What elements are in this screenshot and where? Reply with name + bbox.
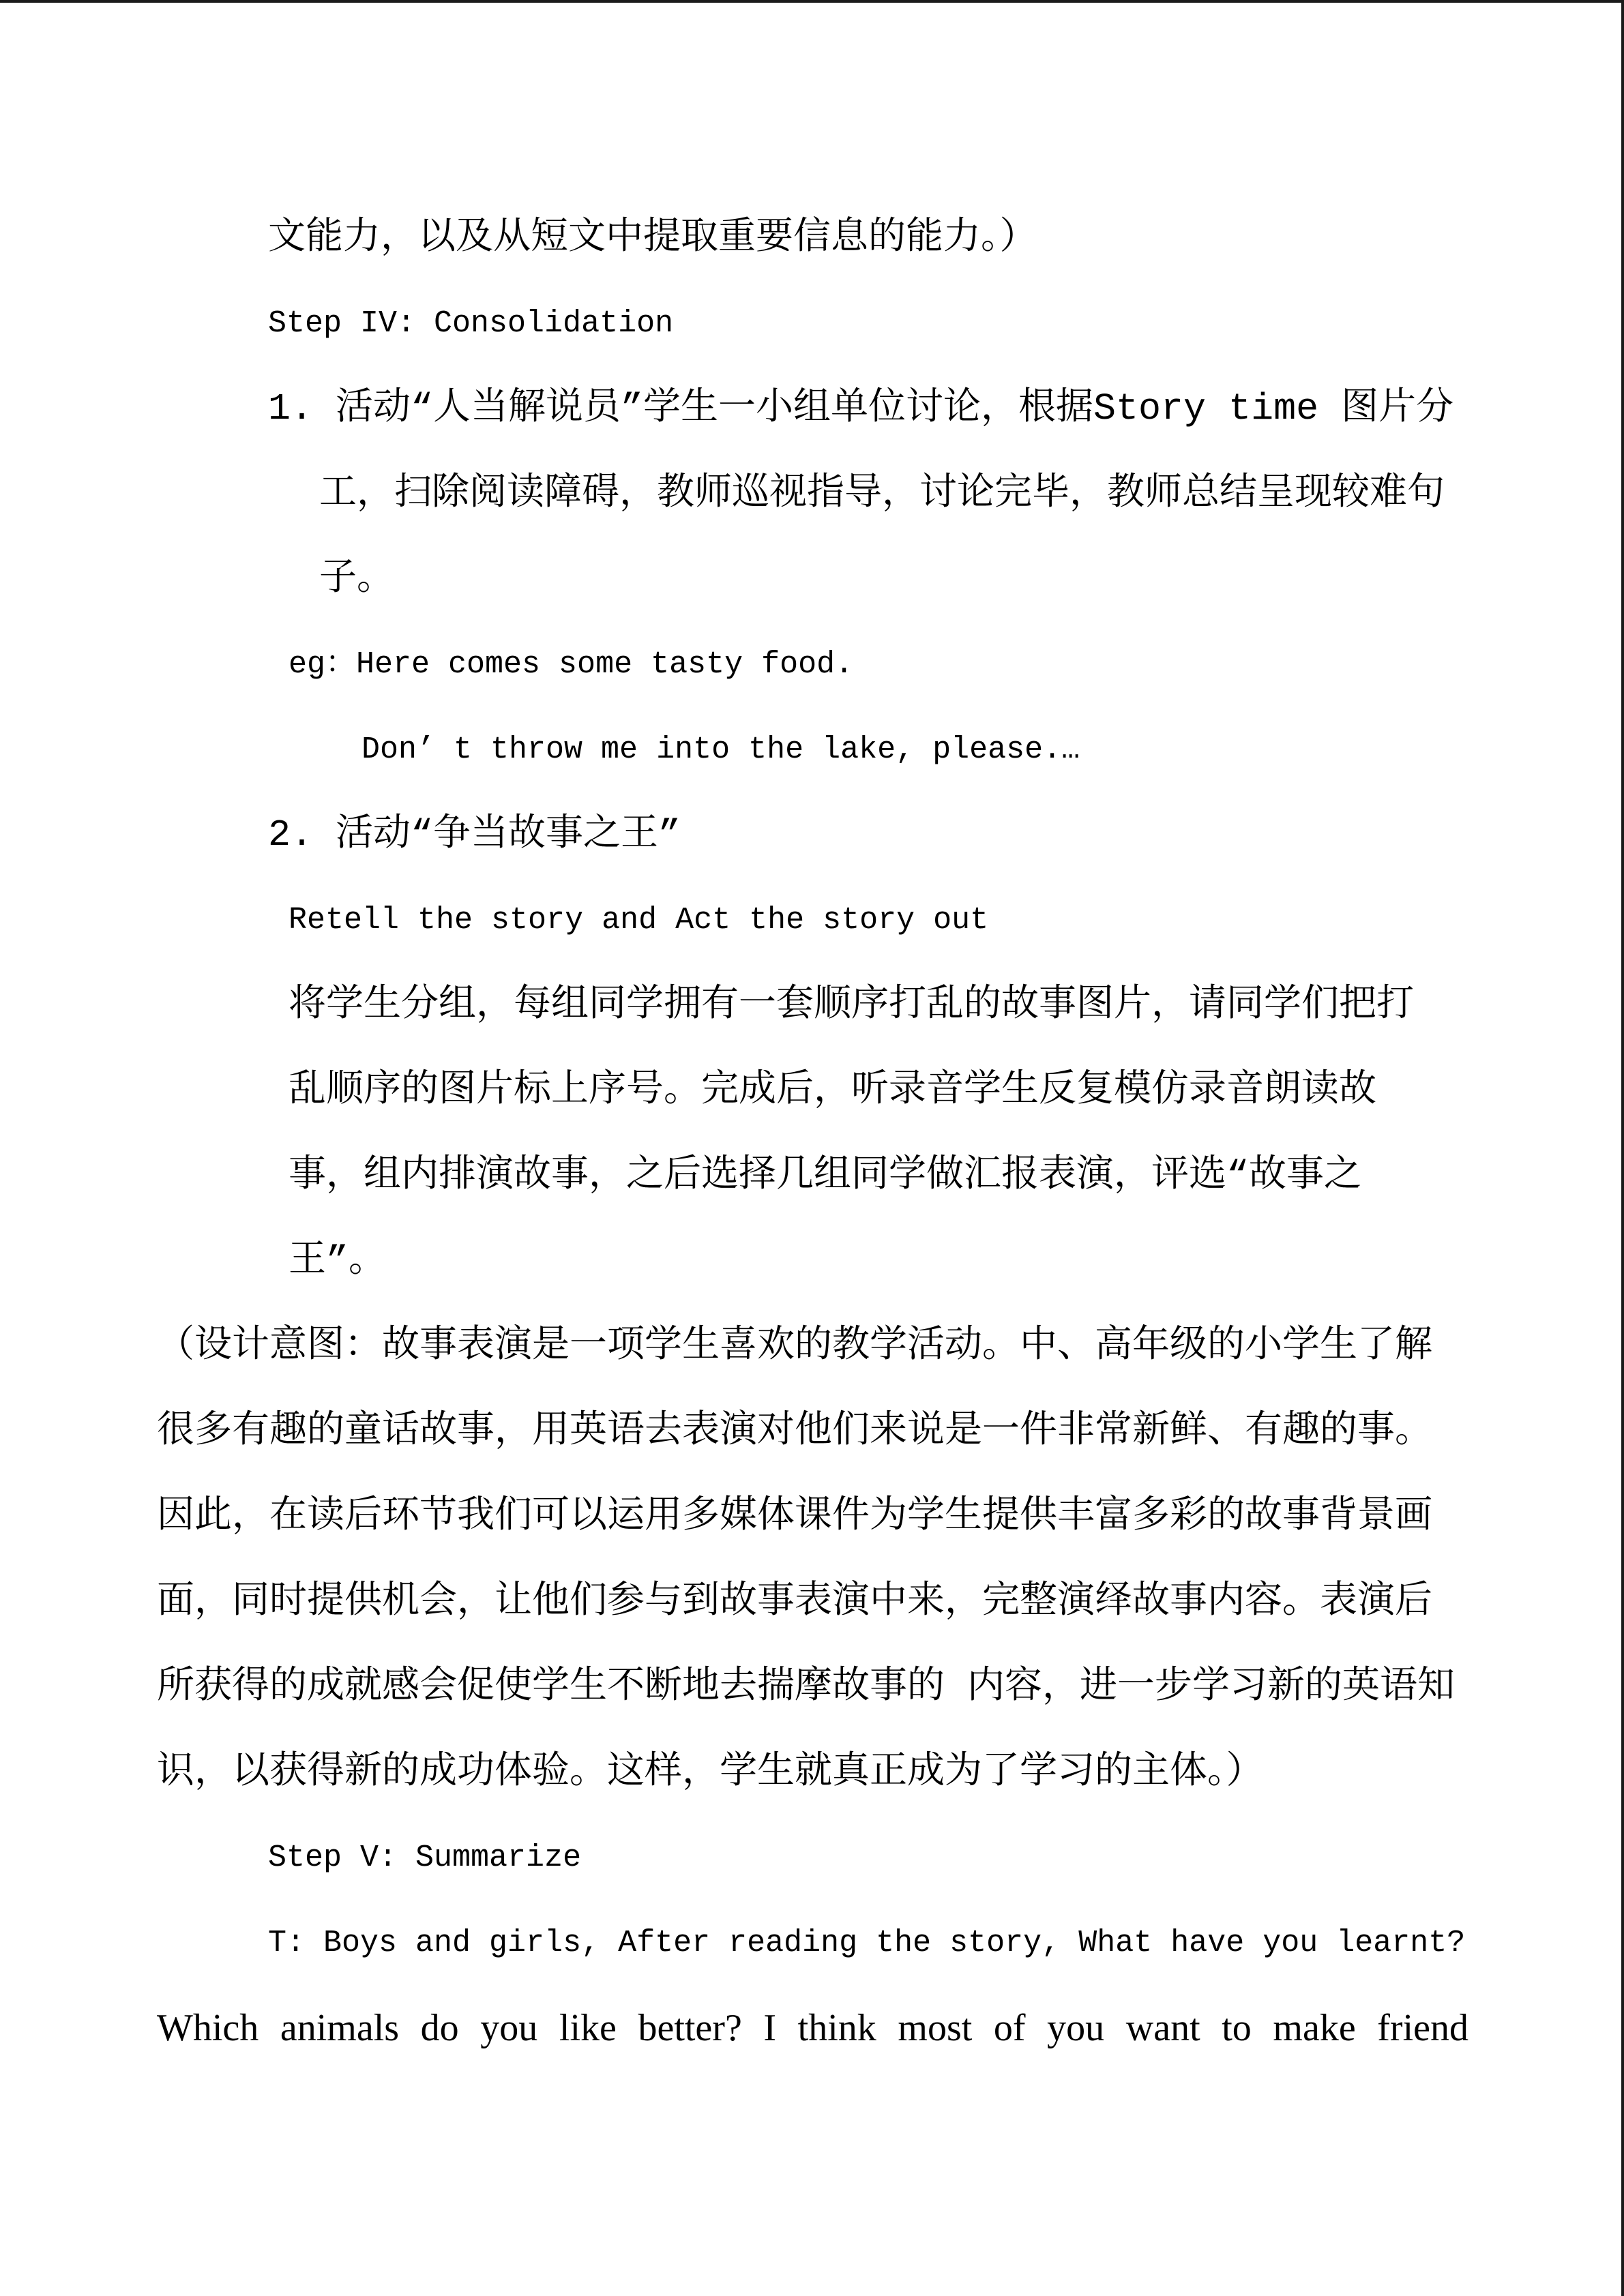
design-intent-line: （设计意图：故事表演是一项学生喜欢的教学活动。中、高年级的小学生了解 [157, 1325, 1433, 1368]
activity-2 [0, 792, 1624, 1304]
summary-line: T: Boys and girls, After reading the story, What have you learnt? [268, 1926, 1466, 1960]
summary-line: Which animals do you like better? I think most of you want to make friend [157, 2007, 1468, 2049]
example-sentence: Don’ t throw me into the lake, please.… [361, 732, 1080, 767]
page-edge-top [0, 0, 1624, 3]
activity-2-line: 事，组内排演故事，之后选择几组同学做汇报表演，评选“故事之 [289, 1154, 1362, 1197]
design-intent-line: 面，同时提供机会，让他们参与到故事表演中来，完整演绎故事内容。表演后 [157, 1581, 1433, 1624]
intro-section [0, 196, 1624, 281]
design-intent-line: 所获得的成就感会促使学生不断地去揣摩故事的 内容，进一步学习新的英语知 [157, 1666, 1456, 1709]
design-intent-paragraph [0, 1304, 1624, 1815]
activity-1-line: 1. 活动“人当解说员”学生一小组单位讨论，根据Story time 图片分 [268, 387, 1454, 430]
activity-2-line: 王”。 [289, 1240, 387, 1283]
document-body [0, 196, 1624, 2071]
design-intent-line: 识，以获得新的成功体验。这样，学生就真正成为了学习的主体。） [157, 1751, 1264, 1794]
activity-2-line: 将学生分组，每组同学拥有一套顺序打乱的故事图片，请同学们把打 [289, 984, 1415, 1027]
activity-2-line: 乱顺序的图片标上序号。完成后，听录音学生反复模仿录音朗读故 [289, 1069, 1377, 1112]
step-5-heading: Step V: Summarize [268, 1840, 582, 1875]
example-sentence: eg：Here comes some tasty food. [289, 647, 854, 682]
design-intent-line: 因此，在读后环节我们可以运用多媒体课件为学生提供丰富多彩的故事背景画 [157, 1495, 1433, 1538]
activity-1-line: 工，扫除阅读障碍，教师巡视指导，讨论完毕，教师总结呈现较难句 [319, 473, 1445, 516]
step-4-consolidation-section [0, 281, 1624, 1815]
paragraph-continuation-line: 文能力，以及从短文中提取重要信息的能力。） [268, 217, 1037, 260]
activity-2-task: Retell the story and Act the story out [289, 903, 989, 938]
activity-2-title: 2. 活动“争当故事之王” [268, 814, 681, 856]
step-5-summarize-section [0, 1815, 1624, 2071]
design-intent-line: 很多有趣的童话故事，用英语去表演对他们来说是一件非常新鲜、有趣的事。 [157, 1410, 1433, 1453]
activity-1-line: 子。 [319, 558, 395, 601]
step-4-heading: Step IV: Consolidation [268, 306, 674, 341]
activity-1 [0, 366, 1624, 792]
